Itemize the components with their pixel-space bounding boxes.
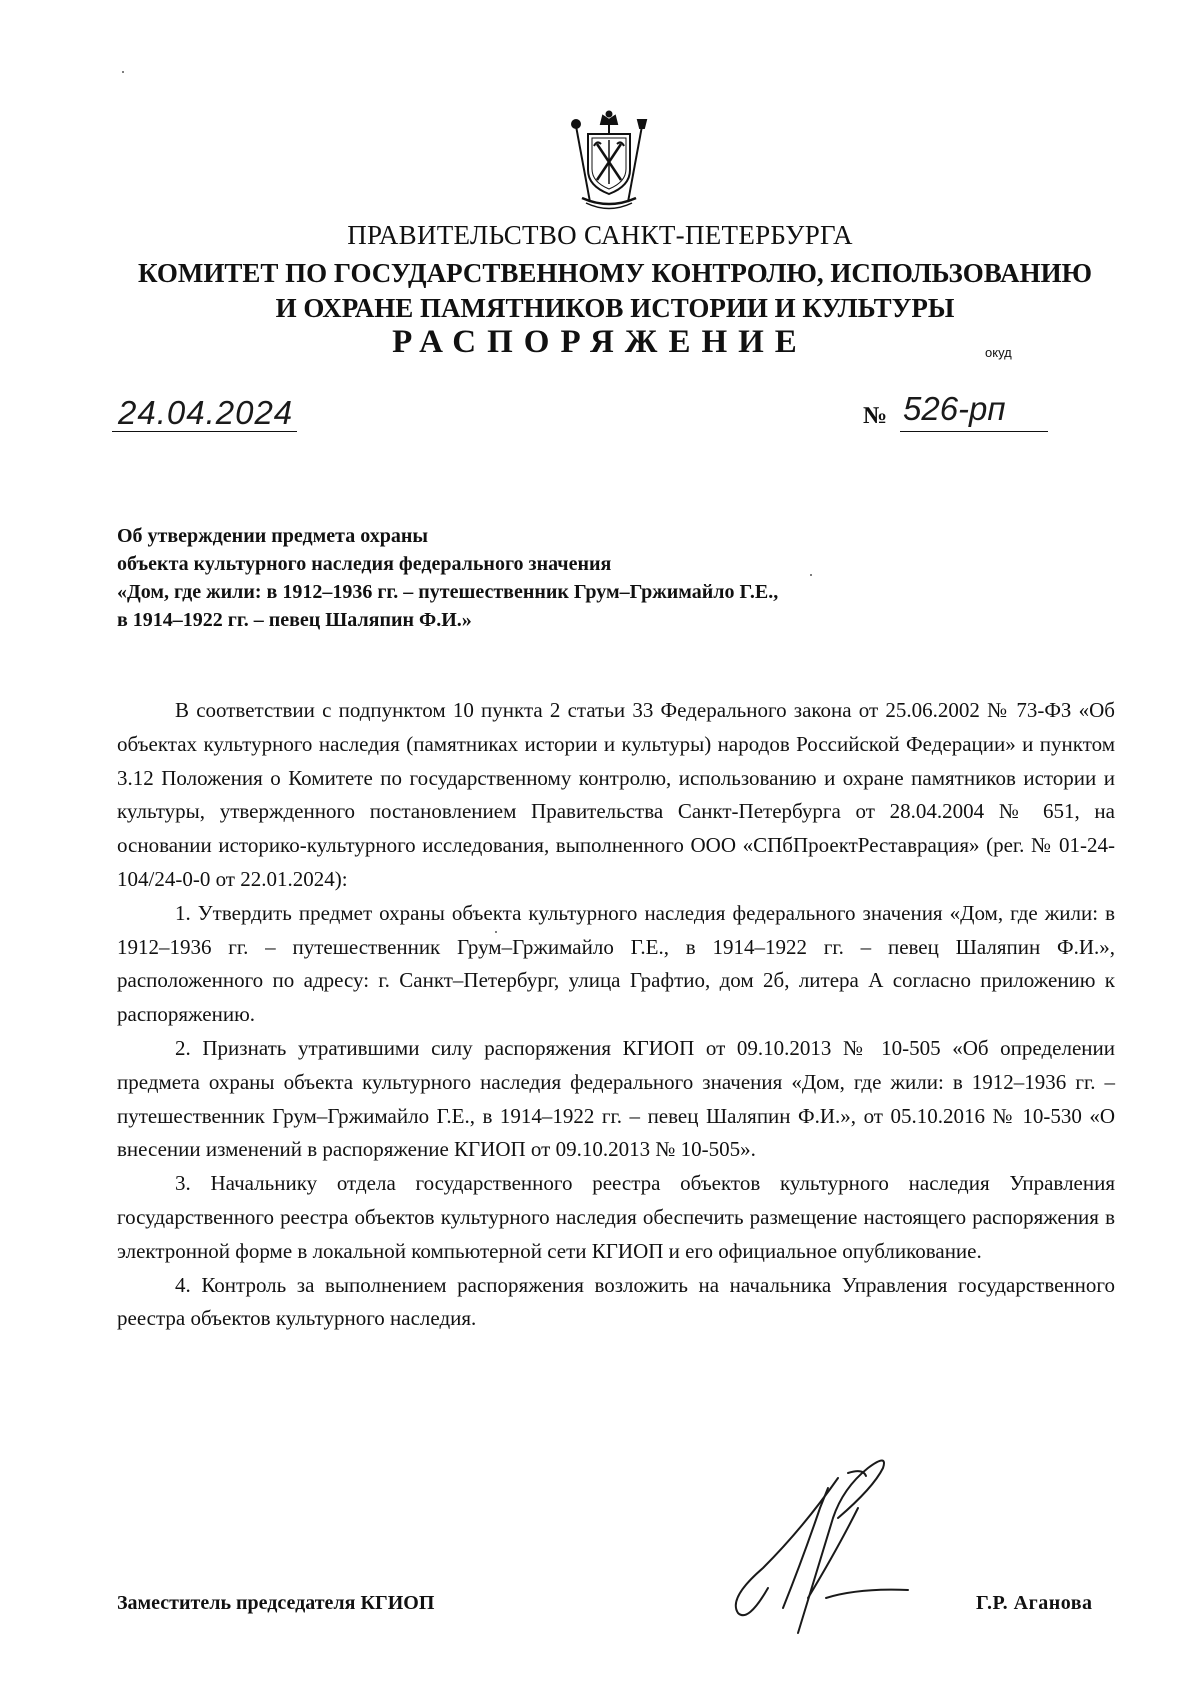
number-sign: № xyxy=(863,403,888,429)
item-paragraph-4: 4. Контроль за выполнением распоряжения возложить на начальника Управления государственного реестра объектов культурного наследия. xyxy=(117,1272,1115,1331)
signatory-name: Г.Р. Аганова xyxy=(976,1592,1093,1614)
subject-line: «Дом, где жили: в 1912–1936 гг. – путешественник Грум–Гржимайло Г.Е., xyxy=(117,581,779,603)
signatory-position: Заместитель председателя КГИОП xyxy=(117,1592,435,1614)
subject-line: объекта культурного наследия федерального значения xyxy=(117,553,612,575)
government-name: ПРАВИТЕЛЬСТВО САНКТ-ПЕТЕРБУРГА xyxy=(347,220,853,250)
okud-label: окуд xyxy=(985,345,1012,360)
number-underline xyxy=(900,431,1048,432)
scan-speck xyxy=(122,71,124,73)
preamble-paragraph: В соответствии с подпунктом 10 пункта 2 статьи 33 Федерального закона от 25.06.2002 № 73-ФЗ «Об объектах культурного наследия (памятниках истории и культуры) народов Российской Федерации» и пунктом 3.12 Положения о Комитете по государственному контролю, использованию и охране памятников истории и культуры, утвержденного постановлением Правительства Санкт-Петербурга от 28.04.2004 № 651, на основании историко-культурного исследования, выполненного ООО «СПбПроектРеставрация» (рег. № 01-24-104/24-0-0 от 22.01.2024): xyxy=(117,698,1115,891)
subject-line: Об утверждении предмета охраны xyxy=(117,525,428,547)
committee-name-line: КОМИТЕТ ПО ГОСУДАРСТВЕННОМУ КОНТРОЛЮ, ИСПОЛЬЗОВАНИЮ xyxy=(138,258,1092,288)
coat-of-arms-icon xyxy=(568,110,650,210)
document-number: 526-рп xyxy=(903,390,1006,427)
date-underline xyxy=(112,431,297,432)
item-paragraph-2: 2. Признать утратившими силу распоряжения КГИОП от 09.10.2013 № 10-505 «Об определении предмета охраны объекта культурного наследия федерального значения «Дом, где жили: в 1912–1936 гг. – путешественник Грум–Гржимайло Г.Е., в 1914–1922 гг. – певец Шаляпин Ф.И.», от 05.10.2016 № 10-530 «О внесении изменений в распоряжение КГИОП от 09.10.2013 № 10-505». xyxy=(117,1035,1115,1162)
handwritten-signature-icon xyxy=(708,1448,938,1648)
document-subject xyxy=(117,522,1097,634)
subject-line: в 1914–1922 гг. – певец Шаляпин Ф.И.» xyxy=(117,609,472,631)
committee-name-line: И ОХРАНЕ ПАМЯТНИКОВ ИСТОРИИ И КУЛЬТУРЫ xyxy=(275,293,955,323)
document-body xyxy=(117,694,1115,1336)
committee-name xyxy=(0,256,1200,326)
document-type-title: РАСПОРЯЖЕНИЕ xyxy=(392,324,808,360)
document-date: 24.04.2024 xyxy=(118,394,294,431)
item-paragraph-1: 1. Утвердить предмет охраны объекта культурного наследия федерального значения «Дом, где жили: в 1912–1936 гг. – путешественник Грум–Гржимайло Г.Е., в 1914–1922 гг. – певец Шаляпин Ф.И.», расположенного по адресу: г. Санкт–Петербург, улица Графтио, дом 2б, литера А согласно приложению к распоряжению. xyxy=(117,900,1115,1027)
item-paragraph-3: 3. Начальнику отдела государственного реестра объектов культурного наследия Управления государственного реестра объектов культурного наследия обеспечить размещение настоящего распоряжения в электронной форме в локальной компьютерной сети КГИОП и его официальное опубликование. xyxy=(117,1171,1115,1263)
